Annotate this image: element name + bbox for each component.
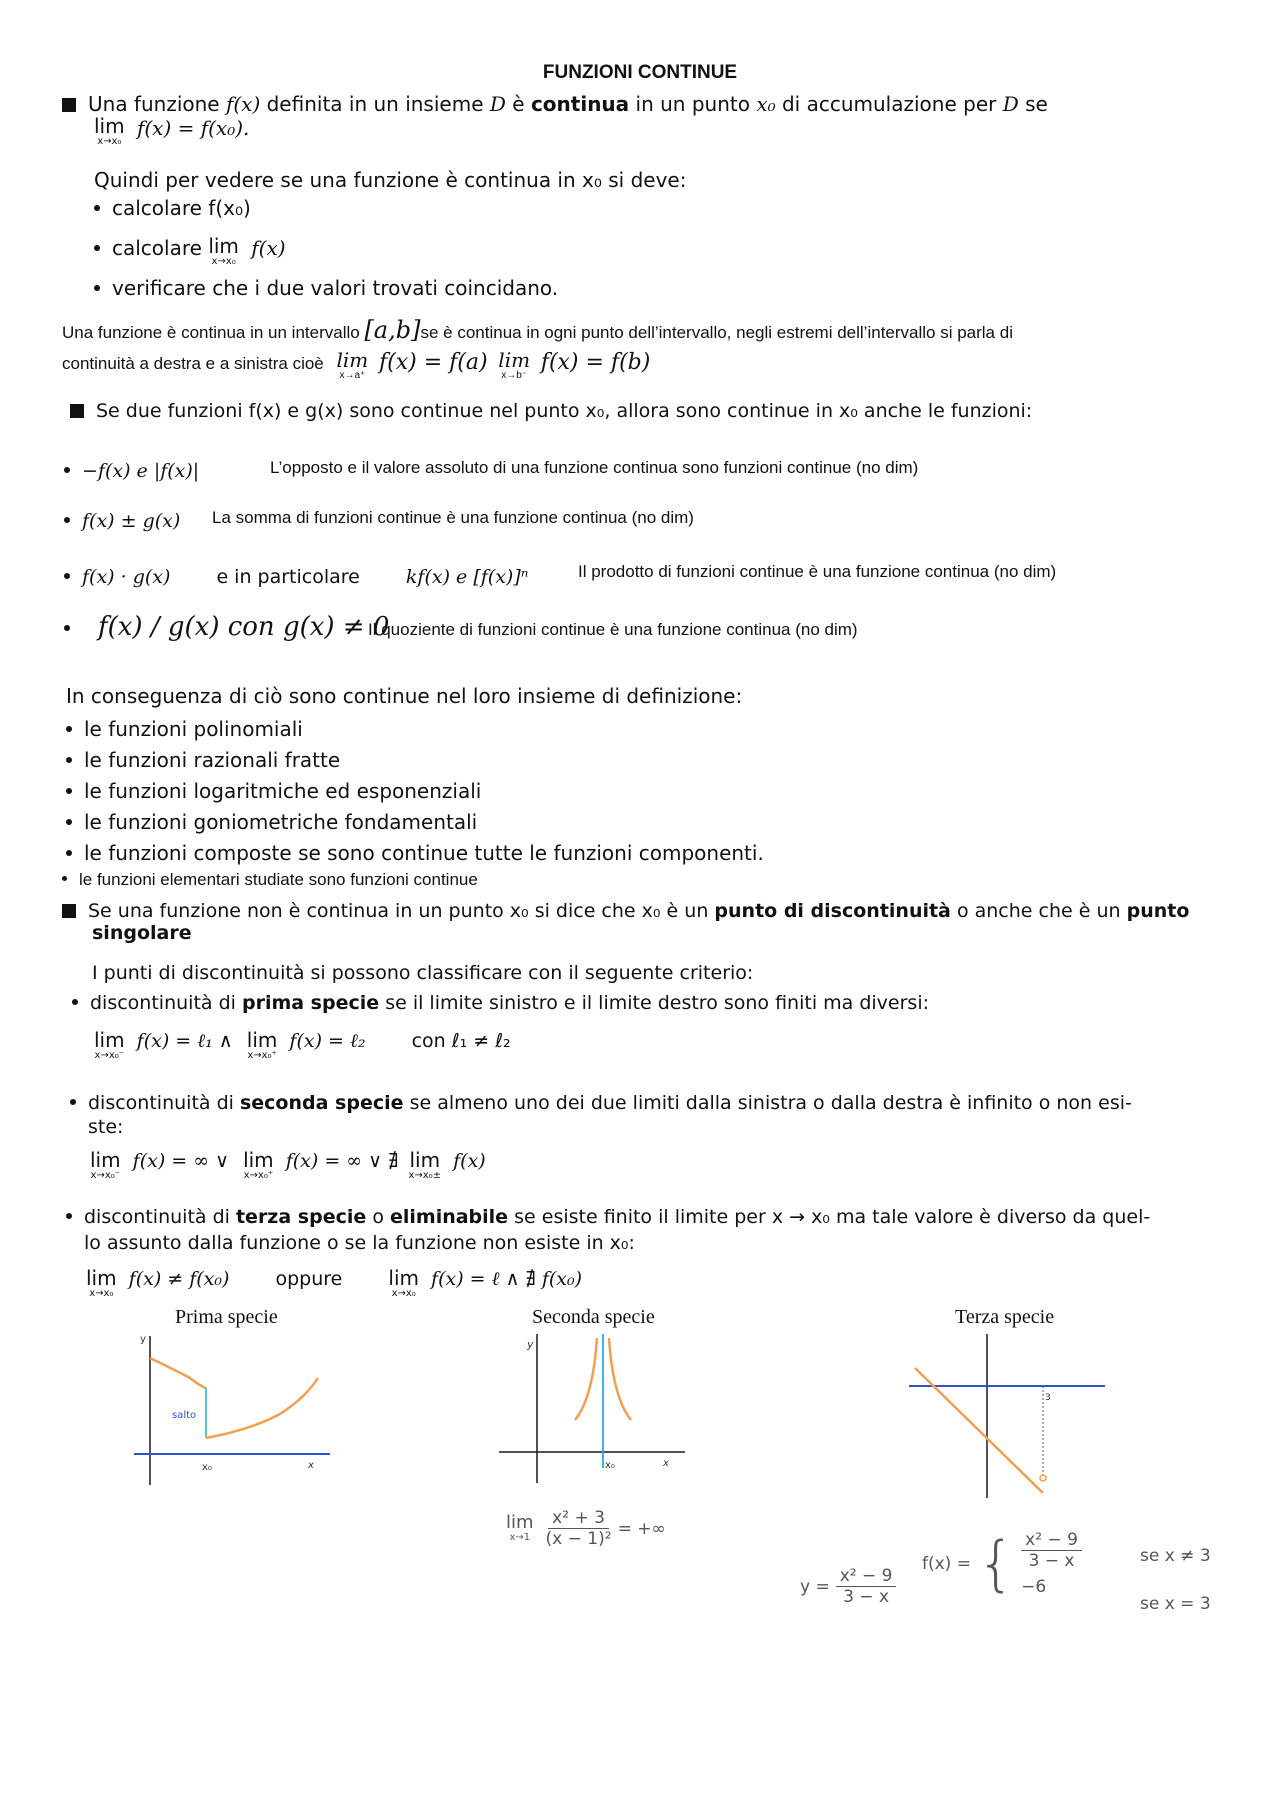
- definition: Una funzione f(x) definita in un insieme D è continua in un punto x₀ di accumulazione per D se: [62, 92, 1212, 116]
- list-item: le funzioni logaritmiche ed esponenziali: [66, 776, 764, 807]
- discontinuity-def: Se una funzione non è continua in un punto x₀ si dice che x₀ è un punto di discontinuità o anche che è un punto: [62, 900, 1189, 922]
- consequence-intro: In conseguenza di ciò sono continue nel loro insieme di definizione:: [66, 684, 743, 708]
- steps-intro: Quindi per vedere se una funzione è continua in x₀ si deve:: [94, 168, 687, 192]
- step-item: verificare che i due valori trovati coincidano.: [94, 276, 558, 300]
- y-label: y: [140, 1334, 146, 1345]
- third-kind: discontinuità di terza specie o eliminabile se esiste finito il limite per x → x₀ ma tale valore è diverso da quel-: [66, 1206, 1150, 1228]
- definition-limit: lim x→x₀ f(x) = f(x₀).: [94, 114, 250, 147]
- x-label: x: [663, 1458, 669, 1469]
- brace: {: [976, 1528, 1016, 1599]
- interval-line2: continuità a destra e a sinistra cioè lim x→a⁺ f(x) = f(a) lim x→b⁻ f(x) = f(b): [62, 348, 651, 381]
- seconda-limit: lim x→1 $\frac{\text{x² + 3}}{\text{(x − 1)²}}$ = +∞: [506, 1508, 666, 1549]
- terza-y-eq: y = $\frac{\text{x² − 9}}{3 - x}$: [800, 1566, 896, 1607]
- caption-seconda: Seconda specie: [532, 1306, 655, 1328]
- right-branch: [609, 1338, 631, 1420]
- terza-cond-1: se x ≠ 3: [1140, 1546, 1211, 1566]
- list-item: le funzioni razionali fratte: [66, 745, 764, 776]
- discontinuity-def-2: singolare: [92, 922, 192, 944]
- criterion: I punti di discontinuità si possono classificare con il seguente criterio:: [92, 962, 754, 984]
- interval-line1: Una funzione è continua in un intervallo [a,b]se è continua in ogni punto dell’intervallo, negli estremi dell’intervallo si parla di: [62, 316, 1013, 344]
- third-kind-formula: lim x→x₀ f(x) ≠ f(x₀) oppure lim x→x₀ f(x) = ℓ ∧ ∄ f(x₀): [86, 1266, 583, 1299]
- terza-cond-2: se x = 3: [1140, 1594, 1211, 1614]
- terza-piecewise: f(x) = { x² − 9 3 − x −6: [922, 1530, 1082, 1597]
- consequence-list: [66, 714, 764, 869]
- right-branch: [206, 1378, 318, 1438]
- step-item: calcolare f(x₀): [94, 196, 251, 220]
- caption-terza: Terza specie: [955, 1306, 1055, 1328]
- rule-row: f(x) ± g(x): [64, 510, 180, 532]
- caption-prima: Prima specie: [175, 1306, 278, 1328]
- rule-note: L’opposto e il valore assoluto di una funzione continua sono funzioni continue (no dim): [270, 458, 919, 477]
- rule-note: Il quoziente di funzioni continue è una funzione continua (no dim): [368, 620, 858, 639]
- list-item: le funzioni goniometriche fondamentali: [66, 807, 764, 838]
- rule-row: f(x) · g(x) e in particolare kf(x) e [f(x)]ⁿ: [64, 566, 528, 588]
- rule-row: −f(x) e |f(x)|: [64, 460, 199, 482]
- x-label: x: [308, 1460, 314, 1471]
- third-kind-2: lo assunto dalla funzione o se la funzione non esiste in x₀:: [84, 1232, 635, 1254]
- salto-label: salto: [172, 1410, 197, 1421]
- label-3: 3: [1045, 1393, 1051, 1403]
- rule-row: f(x) / g(x) con g(x) ≠ 0: [64, 612, 389, 642]
- second-kind: discontinuità di seconda specie se almeno uno dei due limiti dalla sinistra o dalla destra è infinito o non esi-: [70, 1092, 1132, 1114]
- list-item: le funzioni polinomiali: [66, 714, 764, 745]
- step-item: calcolare lim x→x₀ f(x): [94, 236, 286, 267]
- x0-label: x₀: [605, 1460, 615, 1471]
- second-kind-2: ste:: [88, 1116, 124, 1138]
- first-kind: discontinuità di prima specie se il limite sinistro e il limite destro sono finiti ma diversi:: [72, 992, 929, 1014]
- list-item: le funzioni composte se sono continue tutte le funzioni componenti.: [66, 838, 764, 869]
- left-branch: [575, 1338, 597, 1420]
- hole-point: [1040, 1475, 1046, 1481]
- square-bullet-icon: [62, 98, 76, 112]
- figure-prima-specie: [130, 1330, 340, 1490]
- rule-note: La somma di funzioni continue è una funzione continua (no dim): [212, 508, 694, 527]
- list-item: le funzioni elementari studiate sono funzioni continue: [62, 870, 478, 890]
- second-kind-formula: lim x→x₀⁻ f(x) = ∞ ∨ lim x→x₀⁺ f(x) = ∞ ∨ ∄ lim x→x₀± f(x): [90, 1148, 486, 1181]
- first-kind-formula: lim x→x₀⁻ f(x) = ℓ₁ ∧ lim x→x₀⁺ f(x) = ℓ₂ con ℓ₁ ≠ ℓ₂: [94, 1028, 511, 1061]
- two-functions-intro: Se due funzioni f(x) e g(x) sono continue nel punto x₀, allora sono continue in x₀ anche le funzioni:: [70, 400, 1032, 422]
- figure-terza-specie: [905, 1328, 1115, 1498]
- page-title: FUNZIONI CONTINUE: [542, 62, 738, 83]
- left-branch: [150, 1358, 206, 1388]
- figure-seconda-specie: [495, 1328, 695, 1488]
- y-label: y: [527, 1338, 534, 1351]
- rule-note: Il prodotto di funzioni continue è una funzione continua (no dim): [578, 562, 1057, 581]
- x0-label: x₀: [202, 1462, 212, 1473]
